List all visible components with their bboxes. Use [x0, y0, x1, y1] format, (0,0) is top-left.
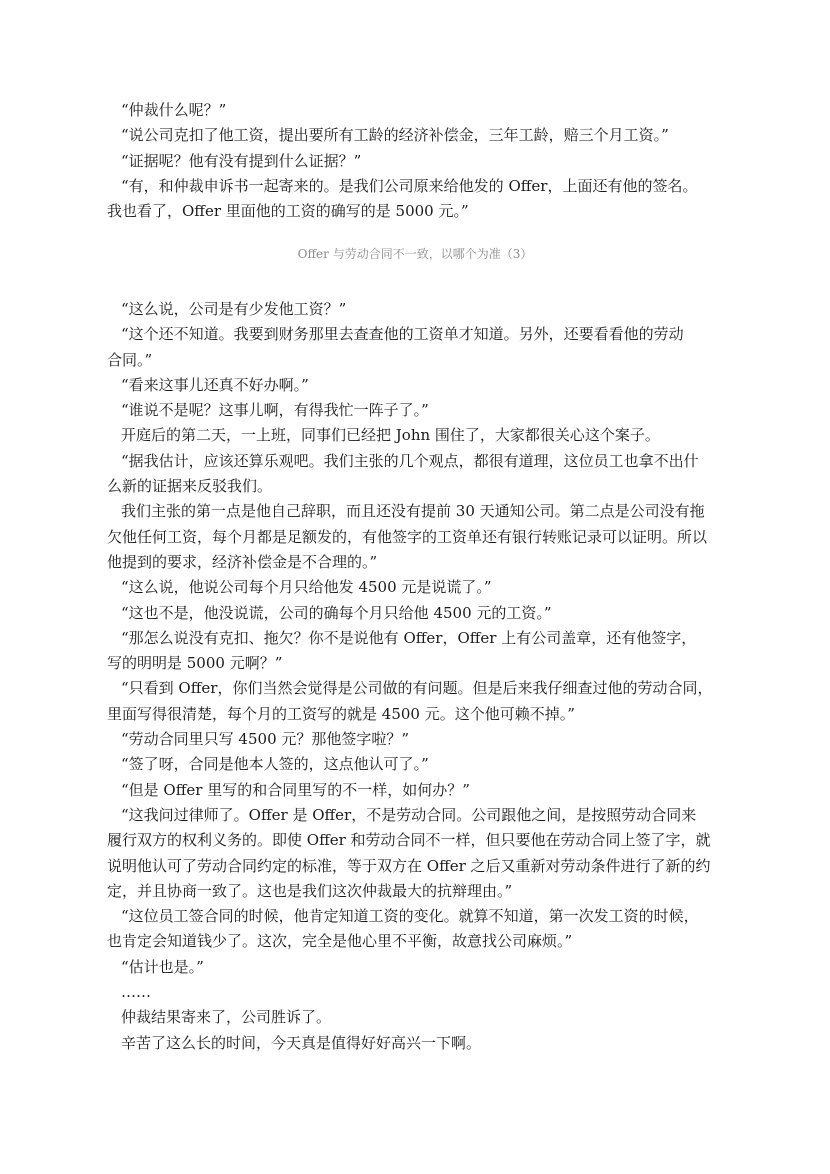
- text-line: “这个还不知道。我要到财务那里去查查他的工资单才知道。另外，还要看看他的劳动: [121, 325, 684, 344]
- text-line: 他提到的要求，经济补偿金是不合理的。”: [107, 552, 378, 571]
- image-caption: Offer 与劳动合同不一致，以哪个为准（3）: [297, 247, 533, 261]
- text-line: “这位员工签合同的时候，他肯定知道工资的变化。就算不知道，第一次发工资的时候，: [121, 907, 699, 926]
- text-line: 说明他认可了劳动合同约定的标准，等于双方在 Offer 之后又重新对劳动条件进行了新的约: [107, 856, 711, 875]
- text-line: “估计也是。”: [121, 957, 204, 976]
- text-line: “有，和仲裁申诉书一起寄来的。是我们公司原来给他发的 Offer，上面还有他的签名。: [121, 176, 698, 195]
- text-line: “谁说不是呢？这事儿啊，有得我忙一阵子了。”: [121, 401, 429, 420]
- text-line: 辛苦了这么长的时间，今天真是值得好好高兴一下啊。: [121, 1033, 482, 1052]
- text-line: 么新的证据来反驳我们。: [107, 477, 273, 496]
- text-line: 里面写得很清楚，每个月的工资写的就是 4500 元。这个他可赖不掉。”: [107, 704, 575, 723]
- text-line: “这我问过律师了。Offer 是 Offer，不是劳动合同。公司跟他之间，是按照劳动合同来: [121, 805, 697, 824]
- text-line: “仲裁什么呢？”: [121, 101, 227, 119]
- text-line: “只看到 Offer，你们当然会觉得是公司做的有问题。但是后来我仔细查过他的劳动合同，: [121, 679, 713, 698]
- text-line: 写的明明是 5000 元啊？”: [107, 654, 283, 673]
- text-line: “但是 Offer 里写的和合同里写的不一样，如何办？”: [121, 780, 470, 799]
- text-line: “签了呀，合同是他本人签的，这点他认可了。”: [121, 755, 429, 774]
- text-line: “看来这事儿还真不好办啊。”: [121, 375, 309, 394]
- text-line: “证据呢？他有没有提到什么证据？”: [121, 151, 362, 170]
- text-line: 欠他任何工资，每个月都是足额发的，有他签字的工资单还有银行转账记录可以证明。所以: [107, 527, 708, 546]
- text-line: 开庭后的第二天，一上班，同事们已经把 John 围住了，大家都很关心这个案子。: [121, 426, 660, 445]
- text-line: 我也看了，Offer 里面他的工资的确写的是 5000 元。”: [107, 202, 469, 221]
- text-line: “那怎么说没有克扣、拖欠？你不是说他有 Offer，Offer 上有公司盖章，还有他签字，: [121, 628, 697, 647]
- text-line: 也肯定会知道钱少了。这次，完全是他心里不平衡，故意找公司麻烦。”: [107, 932, 573, 951]
- text-line: “说公司克扣了他工资，提出要所有工龄的经济补偿金，三年工龄，赔三个月工资。”: [121, 126, 669, 145]
- text-line: “这么说，公司是有少发他工资？”: [121, 300, 347, 318]
- dialogue-section-2: [107, 297, 719, 1056]
- text-line: 履行双方的权利义务的。即使 Offer 和劳动合同不一样，但只要他在劳动合同上签了字，就: [107, 831, 711, 850]
- dialogue-section-1: [107, 98, 719, 224]
- text-line: ……: [121, 983, 151, 1002]
- text-line: “劳动合同里只写 4500 元？那他签字啦？”: [121, 730, 410, 749]
- text-line: 定，并且协商一致了。这也是我们这次仲裁最大的抗辩理由。”: [107, 881, 513, 900]
- text-line: “这也不是，他没说谎，公司的确每个月只给他 4500 元的工资。”: [121, 603, 552, 622]
- text-line: 仲裁结果寄来了，公司胜诉了。: [121, 1008, 332, 1027]
- text-line: “这么说，他说公司每个月只给他发 4500 元是说谎了。”: [121, 578, 492, 597]
- text-line: 我们主张的第一点是他自己辞职，而且还没有提前 30 天通知公司。第二点是公司没有拖: [121, 502, 705, 521]
- text-line: “据我估计，应该还算乐观吧。我们主张的几个观点，都很有道理，这位员工也拿不出什: [121, 451, 699, 470]
- text-line: 合同。”: [107, 350, 153, 369]
